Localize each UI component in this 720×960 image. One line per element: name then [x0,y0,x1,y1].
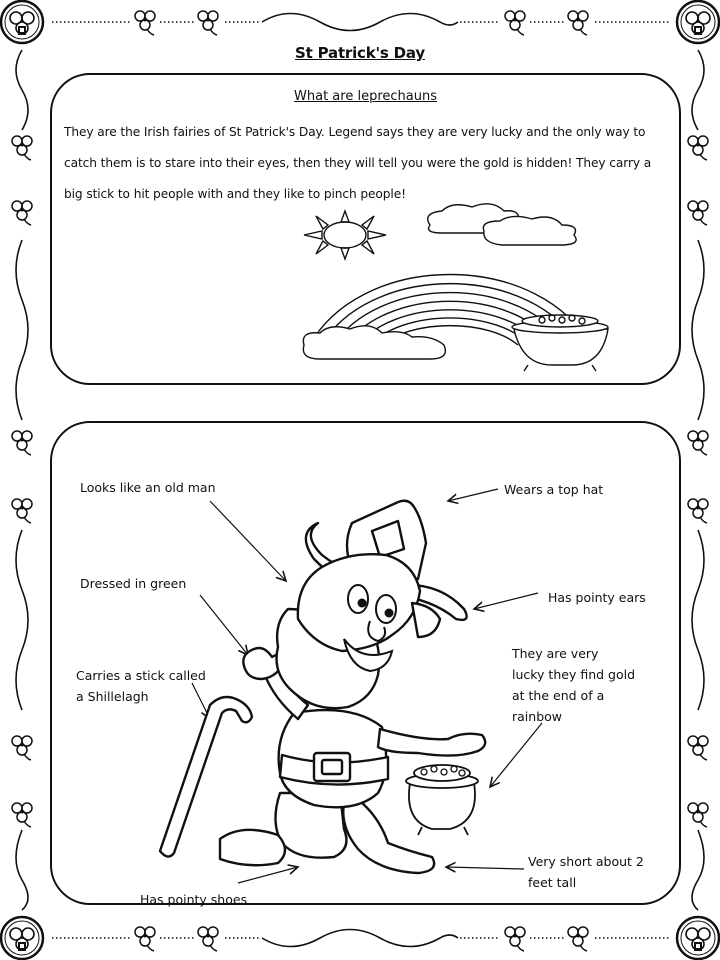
label-old-man: Looks like an old man [80,480,216,495]
label-top-hat: Wears a top hat [504,482,604,497]
label-green: Dressed in green [80,576,187,591]
cloud-icon [303,326,445,359]
label-lucky: They are very lucky they find gold at the end of a rainbow [512,646,636,724]
pot-of-gold-icon [406,765,478,835]
leprechaun-illustration [52,423,679,903]
label-stick: Carries a stick called a Shillelagh [76,668,206,704]
label-shoes: Has pointy shoes [140,892,248,907]
label-short: Very short about 2 feet tall [528,854,644,890]
rainbow-scene [52,75,679,383]
features-panel [50,421,681,905]
intro-heading: What are leprechauns [294,89,437,104]
sun-icon [304,211,386,259]
intro-panel [50,73,681,385]
label-ears: Has pointy ears [548,590,646,605]
pot-of-gold-icon [512,315,608,371]
cloud-icon [428,204,576,245]
intro-paragraph: They are the Irish fairies of St Patrick's Day. Legend says they are very lucky and the only way to catch them is to stare into their eyes, then they will tell you were the gold is hidden! They carry a big stick to hit people with and they like to pinch people! [64,125,652,201]
page-title: St Patrick's Day [295,44,425,62]
